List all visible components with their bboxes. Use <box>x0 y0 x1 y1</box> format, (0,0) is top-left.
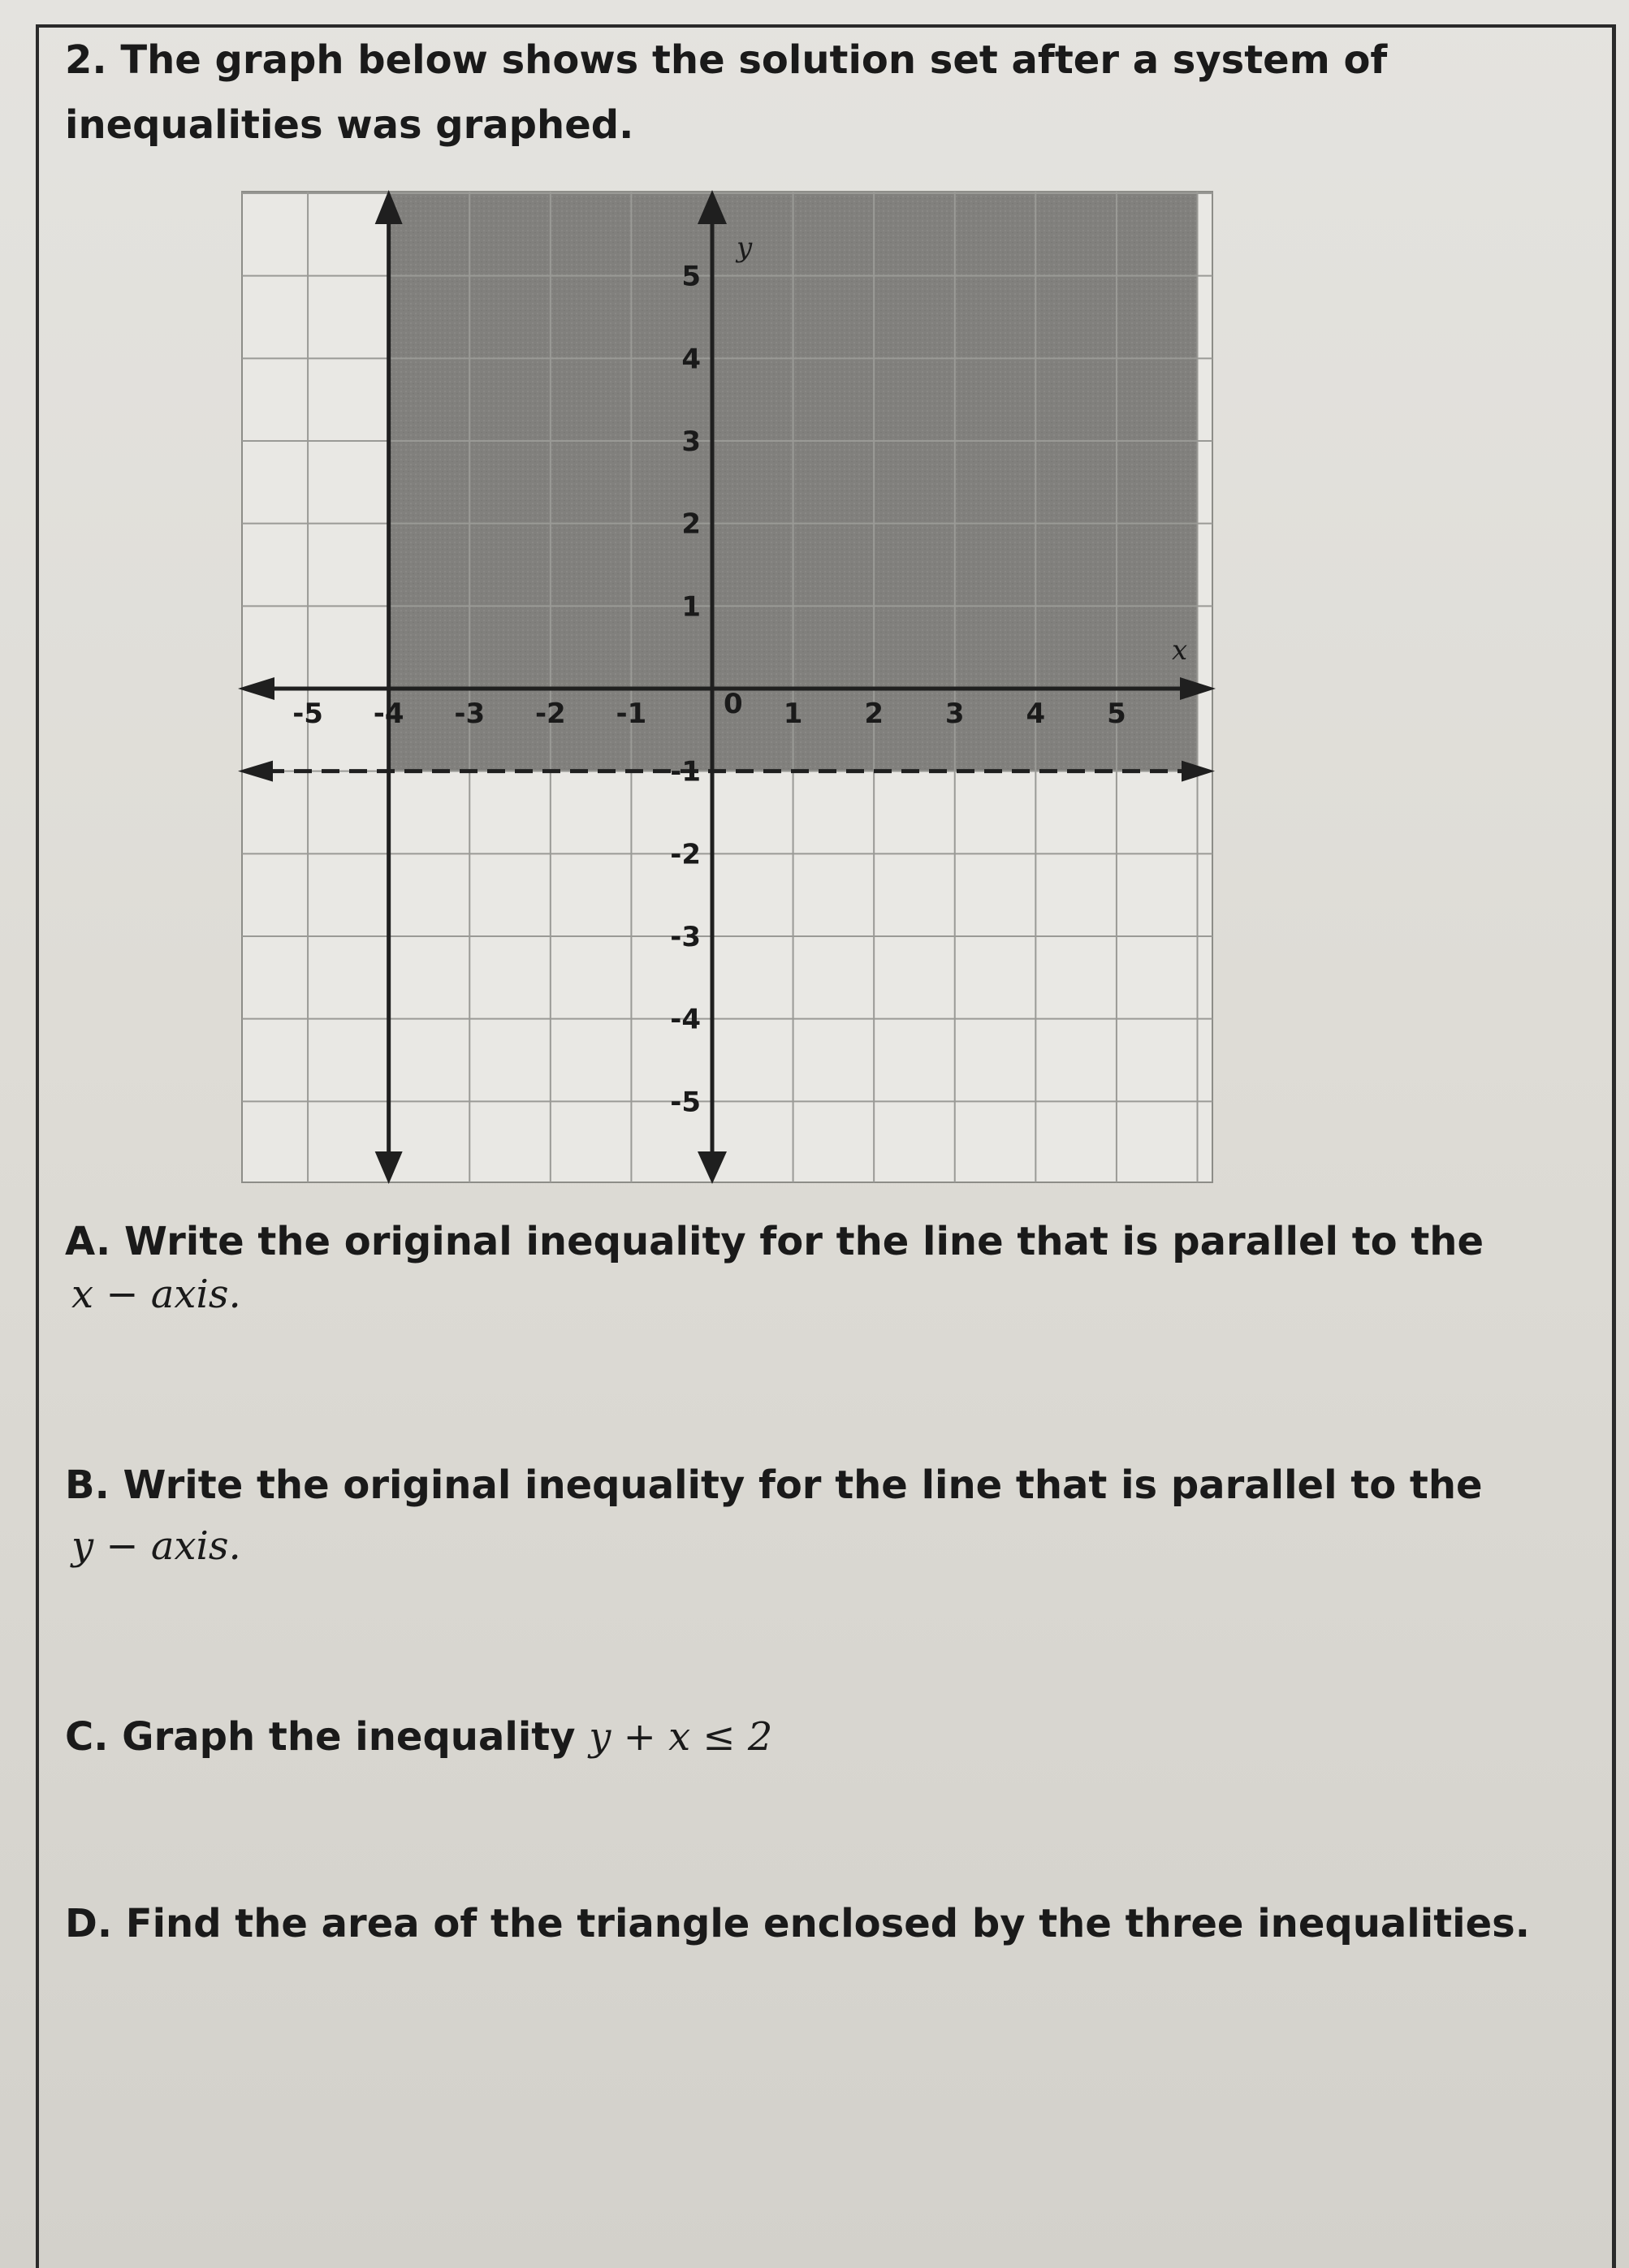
question-line-2: inequalities was graphed. <box>65 102 634 148</box>
origin-label: 0 <box>724 688 743 720</box>
y-tick-label: -2 <box>670 838 701 871</box>
x-tick-label: 5 <box>1107 698 1126 730</box>
x-tick-label: -2 <box>534 698 566 730</box>
part-a-line-2: x − axis. <box>71 1272 241 1317</box>
y-tick-label: 4 <box>681 343 701 376</box>
part-d-line: D. Find the area of the triangle enclosed by the three inequalities. <box>65 1901 1530 1946</box>
x-tick-label: 2 <box>864 698 884 730</box>
y-tick-label: -1 <box>670 755 701 788</box>
y-tick-label: -3 <box>670 921 701 953</box>
y-tick-label: -5 <box>670 1086 701 1119</box>
x-tick-label: 4 <box>1026 698 1046 730</box>
question-number: 2. <box>65 37 107 83</box>
x-tick-label: -1 <box>616 698 647 730</box>
y-axis-label: y <box>737 231 753 264</box>
part-a-line-1: A. Write the original inequality for the line that is parallel to the <box>65 1219 1484 1264</box>
x-tick-label: -3 <box>454 698 486 730</box>
question-text-1: The graph below shows the solution set after a system of <box>120 37 1388 83</box>
x-tick-label: 3 <box>944 698 965 730</box>
part-b-line-1: B. Write the original inequality for the line that is parallel to the <box>65 1462 1483 1508</box>
x-tick-label: -5 <box>292 698 323 730</box>
y-tick-label: 2 <box>681 508 701 541</box>
part-c-line <box>65 1709 772 1765</box>
y-tick-label: 5 <box>681 260 701 293</box>
y-tick-label: 1 <box>681 590 701 624</box>
x-tick-label: 1 <box>783 698 803 730</box>
y-tick-label: 3 <box>681 426 701 458</box>
part-c-inequality: y + x ≤ 2 <box>589 1714 773 1760</box>
y-tick-label: -4 <box>670 1003 701 1036</box>
x-axis-label: x <box>1172 634 1188 667</box>
part-b-line-2: y − axis. <box>71 1523 241 1569</box>
x-tick-label: -4 <box>373 698 404 730</box>
part-c-text: C. Graph the inequality <box>65 1714 576 1760</box>
